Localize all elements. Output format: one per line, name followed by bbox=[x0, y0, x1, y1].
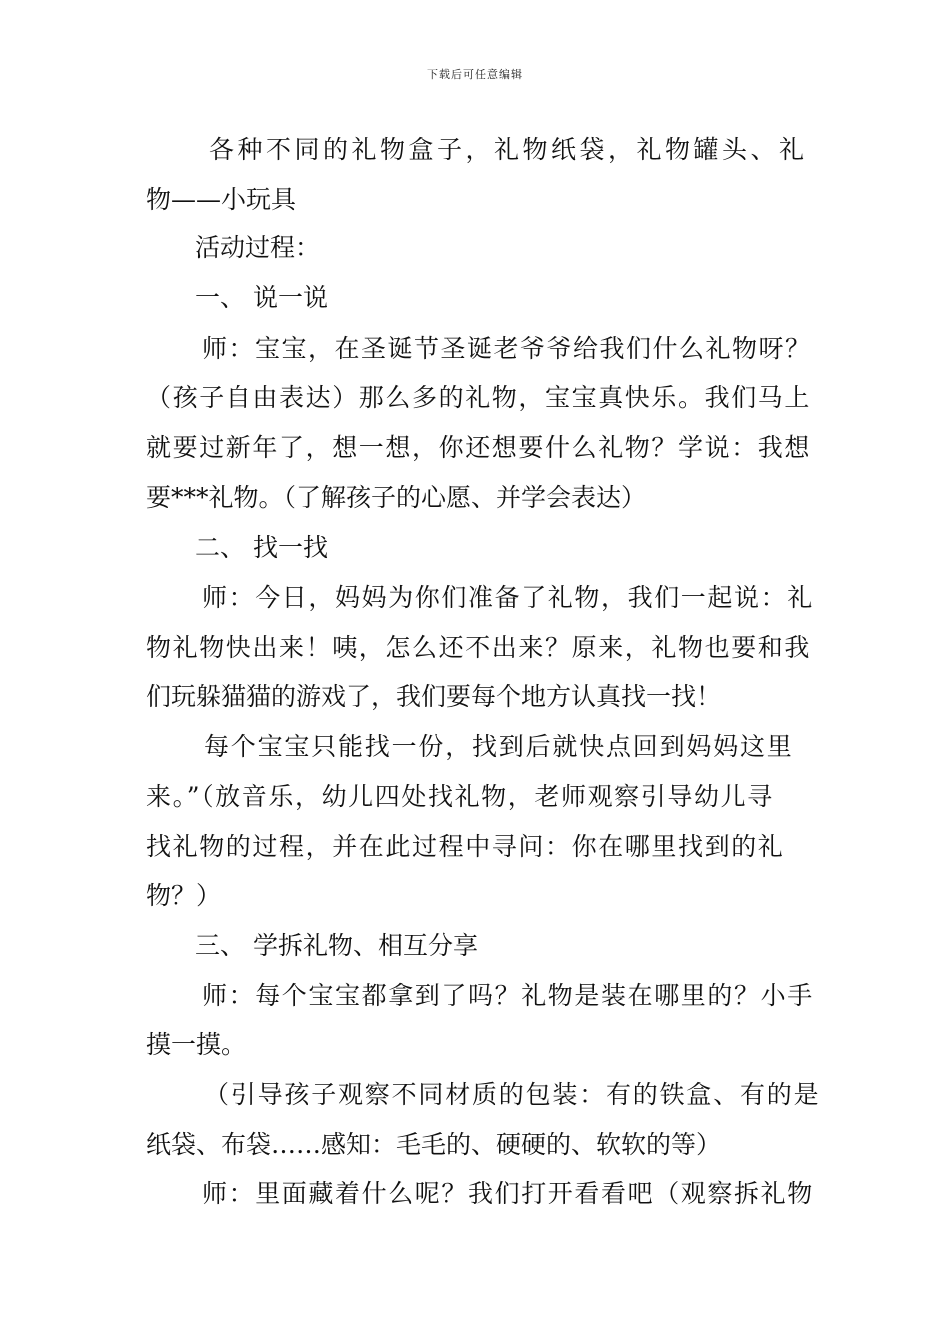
paragraph-2-line-3: 们玩躲猫猫的游戏了，我们要每个地方认真找一找！ bbox=[146, 682, 722, 711]
paragraph-3-line-3: 找礼物的过程，并在此过程中寻问：你在哪里找到的礼 bbox=[146, 832, 785, 861]
paragraph-3-line-1: 每个宝宝只能找一份，找到后就快点回到妈妈这里 bbox=[204, 732, 794, 761]
paragraph-5-line-2: 纸袋、布袋……感知：毛毛的、硬硬的、软软的等） bbox=[146, 1130, 722, 1159]
paragraph-4-line-1: 师：每个宝宝都拿到了吗？礼物是装在哪里的？小手 bbox=[202, 981, 814, 1010]
materials-line-2: 物——小玩具 bbox=[146, 185, 297, 214]
page-header: 下载后可任意编辑 bbox=[427, 68, 523, 81]
paragraph-2-line-1: 师：今日，妈妈为你们准备了礼物，我们一起说：礼 bbox=[202, 583, 814, 612]
paragraph-3-line-2: 来。”（放音乐，幼儿四处找礼物，老师观察引导幼儿寻 bbox=[146, 782, 774, 811]
paragraph-6-line-1: 师：里面藏着什么呢？我们打开看看吧（观察拆礼物 bbox=[202, 1179, 814, 1208]
paragraph-1-line-2: （孩子自由表达）那么多的礼物，宝宝真快乐。我们马上 bbox=[146, 383, 812, 412]
paragraph-5-line-1: （引导孩子观察不同材质的包装：有的铁盒、有的是 bbox=[204, 1080, 821, 1109]
section-heading-process: 活动过程： bbox=[195, 233, 321, 262]
paragraph-4-line-2: 摸一摸。 bbox=[146, 1030, 247, 1059]
paragraph-1-line-4: 要***礼物。（了解孩子的心愿、并学会表达） bbox=[146, 483, 647, 512]
materials-line-1: 各种不同的礼物盒子，礼物纸袋，礼物罐头、礼 bbox=[209, 135, 808, 164]
paragraph-2-line-2: 物礼物快出来！咦，怎么还不出来？原来，礼物也要和我 bbox=[146, 633, 812, 662]
paragraph-3-line-4: 物？） bbox=[146, 881, 222, 910]
section-heading-3: 三、 学拆礼物、相互分享 bbox=[195, 931, 478, 960]
section-heading-1: 一、 说一说 bbox=[195, 283, 328, 312]
section-heading-2: 二、 找一找 bbox=[195, 533, 328, 562]
paragraph-1-line-3: 就要过新年了，想一想，你还想要什么礼物？学说：我想 bbox=[146, 433, 812, 462]
paragraph-1-line-1: 师：宝宝，在圣诞节圣诞老爷爷给我们什么礼物呀？ bbox=[202, 334, 812, 363]
